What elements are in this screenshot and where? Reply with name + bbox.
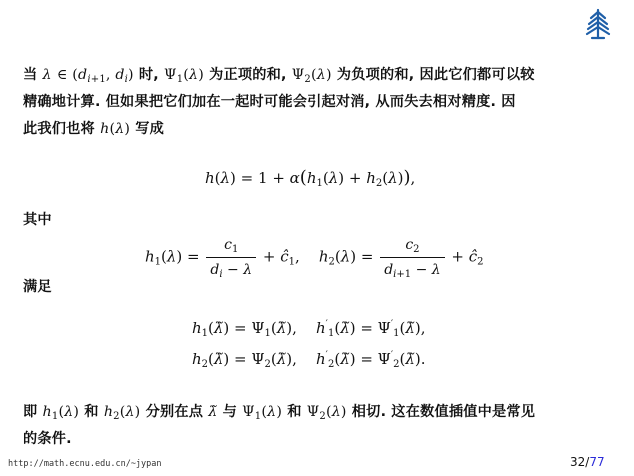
- equation-h1-h2: $h_1(\lambda)$ = $\frac{c_1}{d_i - \lambda}$ + $ĉ_1$, $h_2(\lambda)$ = $\frac{c_2}{d_{i+1} - \lambda}$ + $ĉ_2$: [145, 237, 484, 280]
- conclusion-paragraph: [23, 399, 613, 453]
- label-manzu: 满足: [23, 279, 52, 295]
- page-current: 32/: [570, 455, 590, 469]
- intro-line-1: 当 λ ∈ ($d_{i+1}$, $d_i$) 时, $\Psi_1(\lambda)$ 为正项的和, $\Psi_2(\lambda)$ 为负项的和, 因此它们都可以较: [23, 67, 535, 85]
- university-logo: [584, 8, 612, 40]
- equation-conditions-1: $h_1(\lambdã)$ = $\Psi_1(\lambdã)$, $h'_1(\lambdã)$ = $\Psi'_1(\lambdã)$,: [192, 319, 426, 339]
- conclusion-line-2: 的条件.: [23, 431, 72, 447]
- intro-line-3: 此我们也将 h(λ) 写成: [23, 121, 165, 137]
- footer-url-link[interactable]: http://math.ecnu.edu.cn/~jypan: [8, 459, 162, 469]
- conclusion-line-1: 即 $h_1(\lambda)$ 和 $h_2(\lambda)$ 分别在点 λ̃ 与 $\Psi_1(\lambda)$ 和 $\Psi_2(\lambda)$ 相切. 这在数值插值中是常见: [23, 404, 536, 422]
- intro-line-2: 精确地计算. 但如果把它们加在一起时可能会引起对消, 从而失去相对精度. 因: [23, 94, 516, 110]
- equation-h-definition: $h(\lambda) = 1 + \alpha(h_1(\lambda) + h_2(\lambda))$,: [205, 167, 416, 189]
- intro-paragraph: [23, 62, 613, 143]
- page-total-link[interactable]: 77: [589, 455, 605, 469]
- equation-conditions-2: $h_2(\lambdã)$ = $\Psi_2(\lambdã)$, $h'_2(\lambdã)$ = $\Psi'_2(\lambdã)$.: [192, 350, 426, 370]
- page-counter: [570, 455, 605, 469]
- label-qizhong: 其中: [23, 212, 52, 228]
